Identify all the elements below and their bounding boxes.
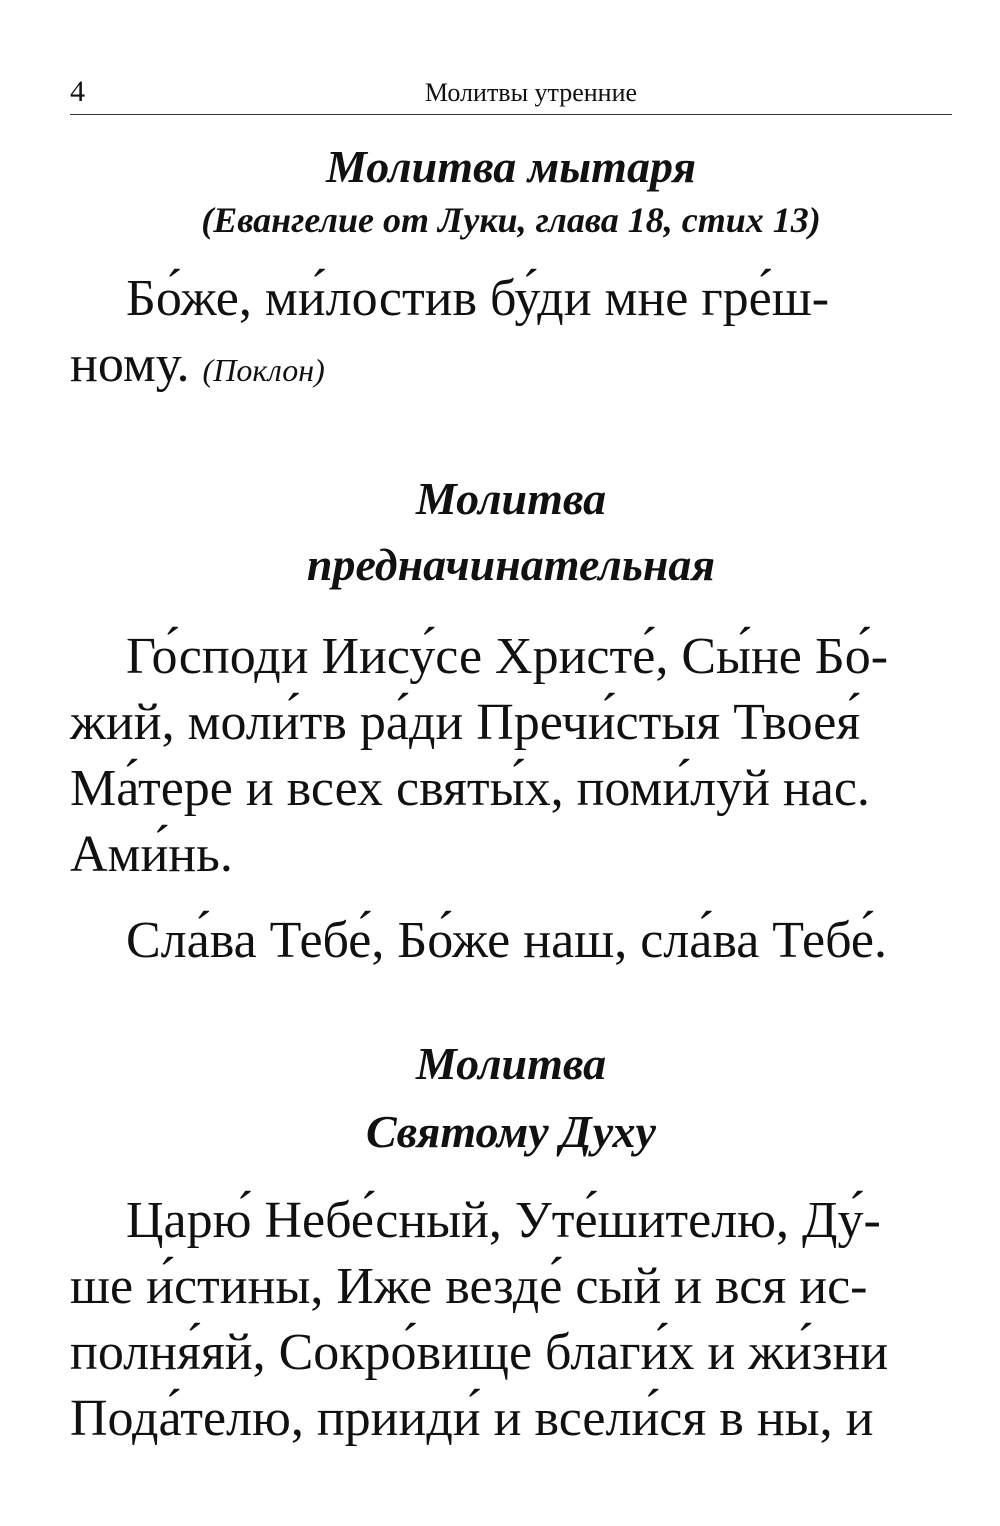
page-number: 4 xyxy=(70,75,85,108)
paragraph-line: ше и́стины, Иже везде́ сый и вся ис- xyxy=(70,1258,868,1315)
section-title-line: Молитва xyxy=(415,473,607,524)
paragraph-line: Ами́нь. xyxy=(70,826,233,883)
paragraph-line: Бо́же, ми́лостив бу́ди мне гре́ш- xyxy=(126,270,830,327)
section-heading-initial-prayer xyxy=(70,466,952,598)
section-heading-holy-spirit xyxy=(70,1030,952,1166)
running-title: Молитвы утренние xyxy=(424,78,638,107)
paragraph-glory xyxy=(70,908,952,974)
section-heading-publican xyxy=(70,138,952,244)
running-head xyxy=(70,70,952,115)
paragraph-line: Царю́ Небе́сный, Уте́шителю, Ду́- xyxy=(126,1192,881,1249)
paragraph-line: ному. (Поклон) xyxy=(70,336,325,393)
rubric-note: (Поклон) xyxy=(202,352,325,388)
paragraph-line: Ма́тере и всех святы́х, поми́луй нас. xyxy=(70,760,870,817)
section-title-line: Святому Духу xyxy=(366,1106,656,1157)
paragraph-heavenly-king xyxy=(70,1188,952,1452)
paragraph-line: Го́споди Иису́се Христе́, Сы́не Бо́- xyxy=(126,628,889,685)
paragraph-jesus-prayer xyxy=(70,624,952,888)
paragraph-line: Сла́ва Тебе́, Бо́же наш, сла́ва Тебе́. xyxy=(126,912,887,969)
section-title-line: предначинательная xyxy=(306,539,716,590)
section-title-line: Молитва xyxy=(415,1038,607,1089)
paragraph-publican-prayer xyxy=(70,266,952,403)
paragraph-line: полня́яй, Сокро́вище благи́х и жи́зни xyxy=(70,1324,889,1381)
paragraph-line: жий, моли́тв ра́ди Пречи́стыя Твоея́ xyxy=(70,694,861,751)
section-subtitle: (Евангелие от Луки, глава 18, стих 13) xyxy=(201,200,821,240)
section-title: Молитва мытаря xyxy=(325,141,697,192)
paragraph-line: Пода́телю, прииди́ и всели́ся в ны, и xyxy=(70,1390,874,1447)
